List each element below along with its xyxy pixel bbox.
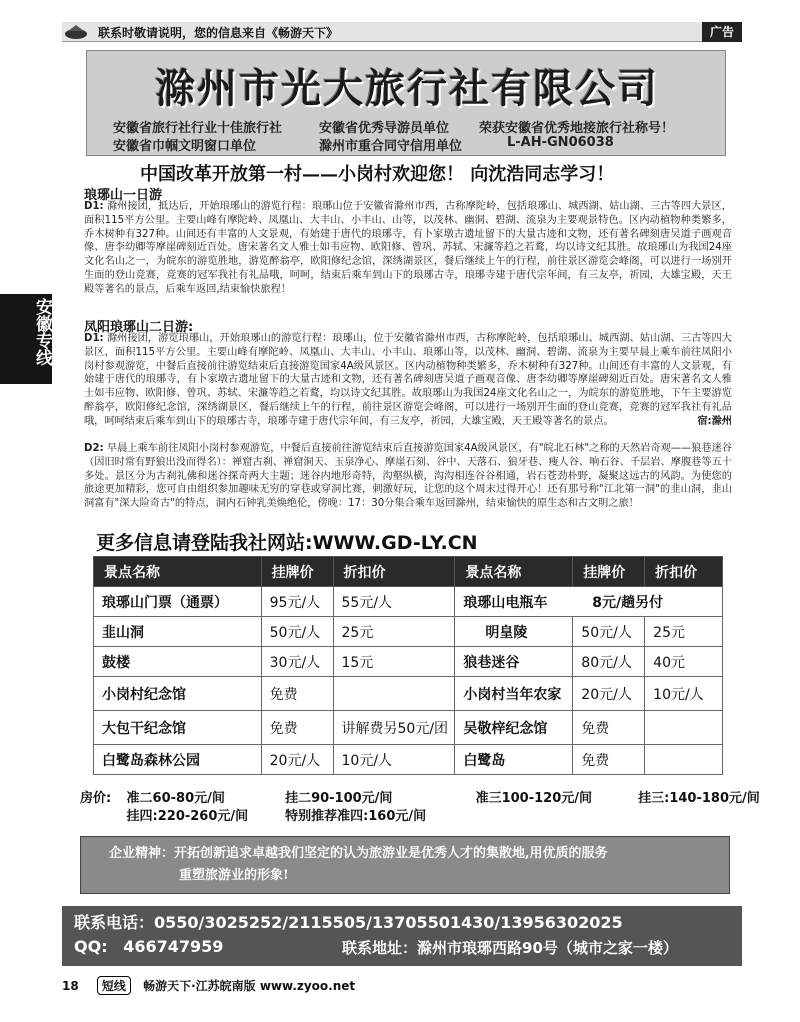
tour2-day1-label: D1: bbox=[84, 333, 104, 344]
table-cell: 免费 bbox=[261, 677, 333, 711]
table-cell bbox=[645, 745, 723, 775]
license-number: L-AH-GN06038 bbox=[507, 135, 614, 150]
table-row bbox=[94, 745, 723, 775]
table-cell: 20元/人 bbox=[573, 677, 645, 711]
table-cell: 小岗村当年农家 bbox=[455, 677, 573, 711]
table-cell: 25元 bbox=[645, 617, 723, 647]
table-row bbox=[94, 647, 723, 677]
contact-box bbox=[62, 906, 742, 966]
source-notice: 联系时敬请说明，您的信息来自《畅游天下》 bbox=[98, 26, 339, 40]
qq-label: QQ: bbox=[74, 937, 108, 956]
table-cell: 狼巷迷谷 bbox=[455, 647, 573, 677]
contact-phone: 联系电话：0550/3025252/2115505/13705501430/13956302025 bbox=[74, 913, 623, 932]
table-cell: 免费 bbox=[261, 711, 333, 745]
table-cell: 免费 bbox=[573, 745, 645, 775]
tour2-day1 bbox=[84, 332, 732, 442]
table-row bbox=[94, 587, 723, 617]
col-discount-1: 折扣价 bbox=[333, 557, 455, 587]
section-badge: 短线 bbox=[97, 976, 131, 995]
table-cell: 55元/人 bbox=[333, 587, 455, 617]
tour1-text: 滁州接团，抵达后，开始琅琊山的游览行程：琅琊山位于安徽省滁州市西，古称摩陀岭，包括琅琊山、城西湖、姑山湖、三古等四大景区，面积115平方公里。主要山峰有摩陀岭、凤凰山、大丰山、小丰山、山等，以茂林、幽洞、碧湖、流泉为主要观景特色。区内动植物种类繁多，乔木树种有327种。山间还有丰富的人文景观，有始建于唐代的琅琊寺，有卜家墩古遗址留下的大量古迹和文物，还有著名碑刻唐吴道子画观音像、唐李幼卿等摩崖碑刻近百处。唐宋著名文人雅士如韦应物、欧阳修、曾巩、苏轼、宋濂等趋之若鹜，均以诗文纪其胜。故琅琊山为我国24座文化名山之一，为皖东的游览胜地，游览醉翁亭，欧阳修纪念馆，深绣湖景区，餐后继续上午的行程，前往景区游览会峰阁，可以进行一场别开生面的登山竞赛，竞赛的冠军我社有礼品哦，呵呵，结束后乘车到山下的琅琊古寺，琅琊寺建于唐代宗年间，有三友亭，祈园，大雄宝殿，天王殿等著名的景点，后乘车返回,结束愉快旅程！ bbox=[84, 201, 732, 295]
tour2-title: 凤阳琅琊山二日游: bbox=[84, 320, 194, 335]
room-price: 准二60-80元/间 bbox=[126, 791, 225, 806]
magazine-logo-icon bbox=[64, 23, 88, 41]
table-cell: 15元 bbox=[333, 647, 455, 677]
honor-1: 安徽省旅行社行业十佳旅行社 bbox=[113, 121, 283, 136]
honor-5: 滁州市重合同守信用单位 bbox=[319, 139, 463, 154]
room-price: 挂四:220-260元/间 bbox=[126, 809, 249, 824]
table-cell bbox=[455, 587, 723, 617]
table-cell: 95元/人 bbox=[261, 587, 333, 617]
honor-3: 荣获安徽省优秀地接旅行社称号！ bbox=[479, 121, 675, 136]
table-row bbox=[94, 711, 723, 745]
table-cell: 40元 bbox=[645, 647, 723, 677]
table-cell: 韭山洞 bbox=[94, 617, 262, 647]
tour2-day2 bbox=[84, 442, 732, 522]
page-number: 18 bbox=[62, 979, 79, 993]
website-link[interactable]: 更多信息请登陆我社网站:WWW.GD-LY.CN bbox=[96, 532, 478, 554]
qq-number: 466747959 bbox=[123, 937, 224, 956]
honor-4: 安徽省巾帼文明窗口单位 bbox=[113, 139, 257, 154]
slogan: 中国改革开放第一村——小岗村欢迎您！ 向沈浩同志学习！ bbox=[140, 164, 615, 185]
honor-2: 安徽省优秀导游员单位 bbox=[319, 121, 450, 136]
contact-address: 联系地址：滁州市琅琊西路90号（城市之家一楼） bbox=[342, 939, 678, 957]
table-cell: 50元/人 bbox=[261, 617, 333, 647]
table-cell: 50元/人 bbox=[573, 617, 645, 647]
tour1-description bbox=[84, 200, 732, 310]
room-prices bbox=[80, 790, 760, 826]
table-cell: 讲解费另50元/团 bbox=[333, 711, 455, 745]
table-cell: 白鹭岛 bbox=[455, 745, 573, 775]
page-footer bbox=[62, 976, 355, 995]
table-cell: 大包干纪念馆 bbox=[94, 711, 262, 745]
table-cell: 20元/人 bbox=[261, 745, 333, 775]
company-banner bbox=[86, 50, 726, 156]
room-price: 挂二90-100元/间 bbox=[285, 791, 393, 806]
tour2-day2-text: 早晨上乘车前往凤阳小岗村参观游览，中餐后直接前往游览结束后直接游览国家4A级风景区，有"皖北石林"之称的天然岩奇观——狼巷迷谷（因旧时常有野狼出没而得名）：禅窟古刹、禅窟洞天、玉泉净心、摩崖石刻、谷中、天落石、狼牙巷、瘦人谷、响石谷、千层岩、摩腹巷等五十多处。景区分为古刹礼佛和迷谷探奇两大主题；迷谷内地形奇特，沟壑纵横，沟沟相连谷谷相通，岩石苍劲朴野，凝聚这远古的风韵。为使您的旅途更加精彩，您可自由组织参加趣味无穷的穿巷或穿洞比赛，刺激好玩，让您的这个周末过得开心！还有那号称"江北第一洞"的韭山洞，韭山洞富有"深大险奇古"的特点，洞内石钟乳美焕绝伦，傍晚：17：30分集合乘车返回滁州，结束愉快的原生态和古文明之旅！ bbox=[84, 443, 732, 510]
col-spot-2: 景点名称 bbox=[455, 557, 573, 587]
col-list-2: 挂牌价 bbox=[573, 557, 645, 587]
spirit-line-1: 企业精神：开拓创新追求卓越我们坚定的认为旅游业是优秀人才的集散地,用优质的服务 bbox=[109, 846, 608, 861]
table-cell: 琅琊山门票（通票） bbox=[94, 587, 262, 617]
table-cell: 80元/人 bbox=[573, 647, 645, 677]
table-cell: 免费 bbox=[573, 711, 645, 745]
room-price: 特别推荐准四:160元/间 bbox=[285, 809, 427, 824]
ad-tag: 广告 bbox=[702, 22, 742, 42]
table-cell: 25元 bbox=[333, 617, 455, 647]
tour1-day: D1: bbox=[84, 201, 104, 212]
table-cell-spot: 琅琊山电瓶车 bbox=[463, 594, 548, 611]
enterprise-spirit bbox=[80, 836, 730, 894]
table-cell: 鼓楼 bbox=[94, 647, 262, 677]
tour2-stay: 宿:滁州 bbox=[697, 415, 732, 427]
tour2-day1-text: 滁州接团，游览琅琊山，开始琅琊山的游览行程：琅琊山，位于安徽省滁州市西，古称摩陀岭，包括琅琊山、城西湖、姑山湖、三古等四大景区，面积115平方公里。主要山峰有摩陀岭、凤凰山、大丰山、小丰山、琅琊山等，以茂林、幽洞、碧湖、流泉为主要早晨上乘车前往凤阳小岗村参观游览，中餐后直接前往游览结束后直接游览国家4A级风景区。区内动植物种类繁多，乔木树种有327种。山间还有丰富的人文景观，有始建于唐代的琅琊寺，有卜家墩古遗址留下的大量古迹和文物，还有著名碑刻唐吴道子画观音像、唐李幼卿等摩崖碑刻近百处。唐宋著名文人雅士如韦应物、欧阳修、曾巩、苏轼、宋濂等趋之若鹜，均以诗文纪其胜。故琅琊山为我国24座文化名山之一，为皖东的游览胜地，下午主要游览醉翁亭，欧阳修纪念馆，深绣湖景区，餐后继续上午的行程，前往景区游览会峰阁，可以进行一场别开生面的登山竞赛，竞赛的冠军我社有礼品哦，呵呵结束后乘车到山下的琅琊古寺，琅琊寺建于唐代宗年间，有三友亭，祈园，大雄宝殿，天王殿等著名的景点。 bbox=[84, 333, 732, 427]
table-cell: 白鹭岛森林公园 bbox=[94, 745, 262, 775]
contact-qq bbox=[74, 937, 223, 956]
table-row bbox=[94, 617, 723, 647]
room-prices-label: 房价: bbox=[80, 791, 112, 806]
table-cell: 10元/人 bbox=[645, 677, 723, 711]
side-tab: 安徽专线 bbox=[0, 294, 52, 384]
col-list-1: 挂牌价 bbox=[261, 557, 333, 587]
col-discount-2: 折扣价 bbox=[645, 557, 723, 587]
table-cell: 明皇陵 bbox=[455, 617, 573, 647]
table-cell: 吴敬梓纪念馆 bbox=[455, 711, 573, 745]
table-cell-price: 8元/趟另付 bbox=[592, 594, 664, 611]
table-cell bbox=[333, 677, 455, 711]
company-name: 滁州市光大旅行社有限公司 bbox=[155, 66, 659, 112]
price-table bbox=[93, 556, 723, 775]
table-cell bbox=[645, 711, 723, 745]
table-cell: 30元/人 bbox=[261, 647, 333, 677]
tour1-title: 琅琊山一日游 bbox=[84, 188, 163, 203]
spirit-line-2: 重塑旅游业的形象! bbox=[179, 868, 289, 883]
room-price: 准三100-120元/间 bbox=[475, 791, 593, 806]
footer-text: 畅游天下·江苏皖南版 www.zyoo.net bbox=[143, 979, 356, 993]
header-strip bbox=[62, 22, 740, 42]
col-spot-1: 景点名称 bbox=[94, 557, 262, 587]
tour2-day2-label: D2: bbox=[84, 443, 104, 454]
price-table-header bbox=[94, 557, 723, 587]
table-cell: 10元/人 bbox=[333, 745, 455, 775]
table-cell: 小岗村纪念馆 bbox=[94, 677, 262, 711]
table-row bbox=[94, 677, 723, 711]
room-price: 挂三:140-180元/间 bbox=[638, 791, 760, 806]
